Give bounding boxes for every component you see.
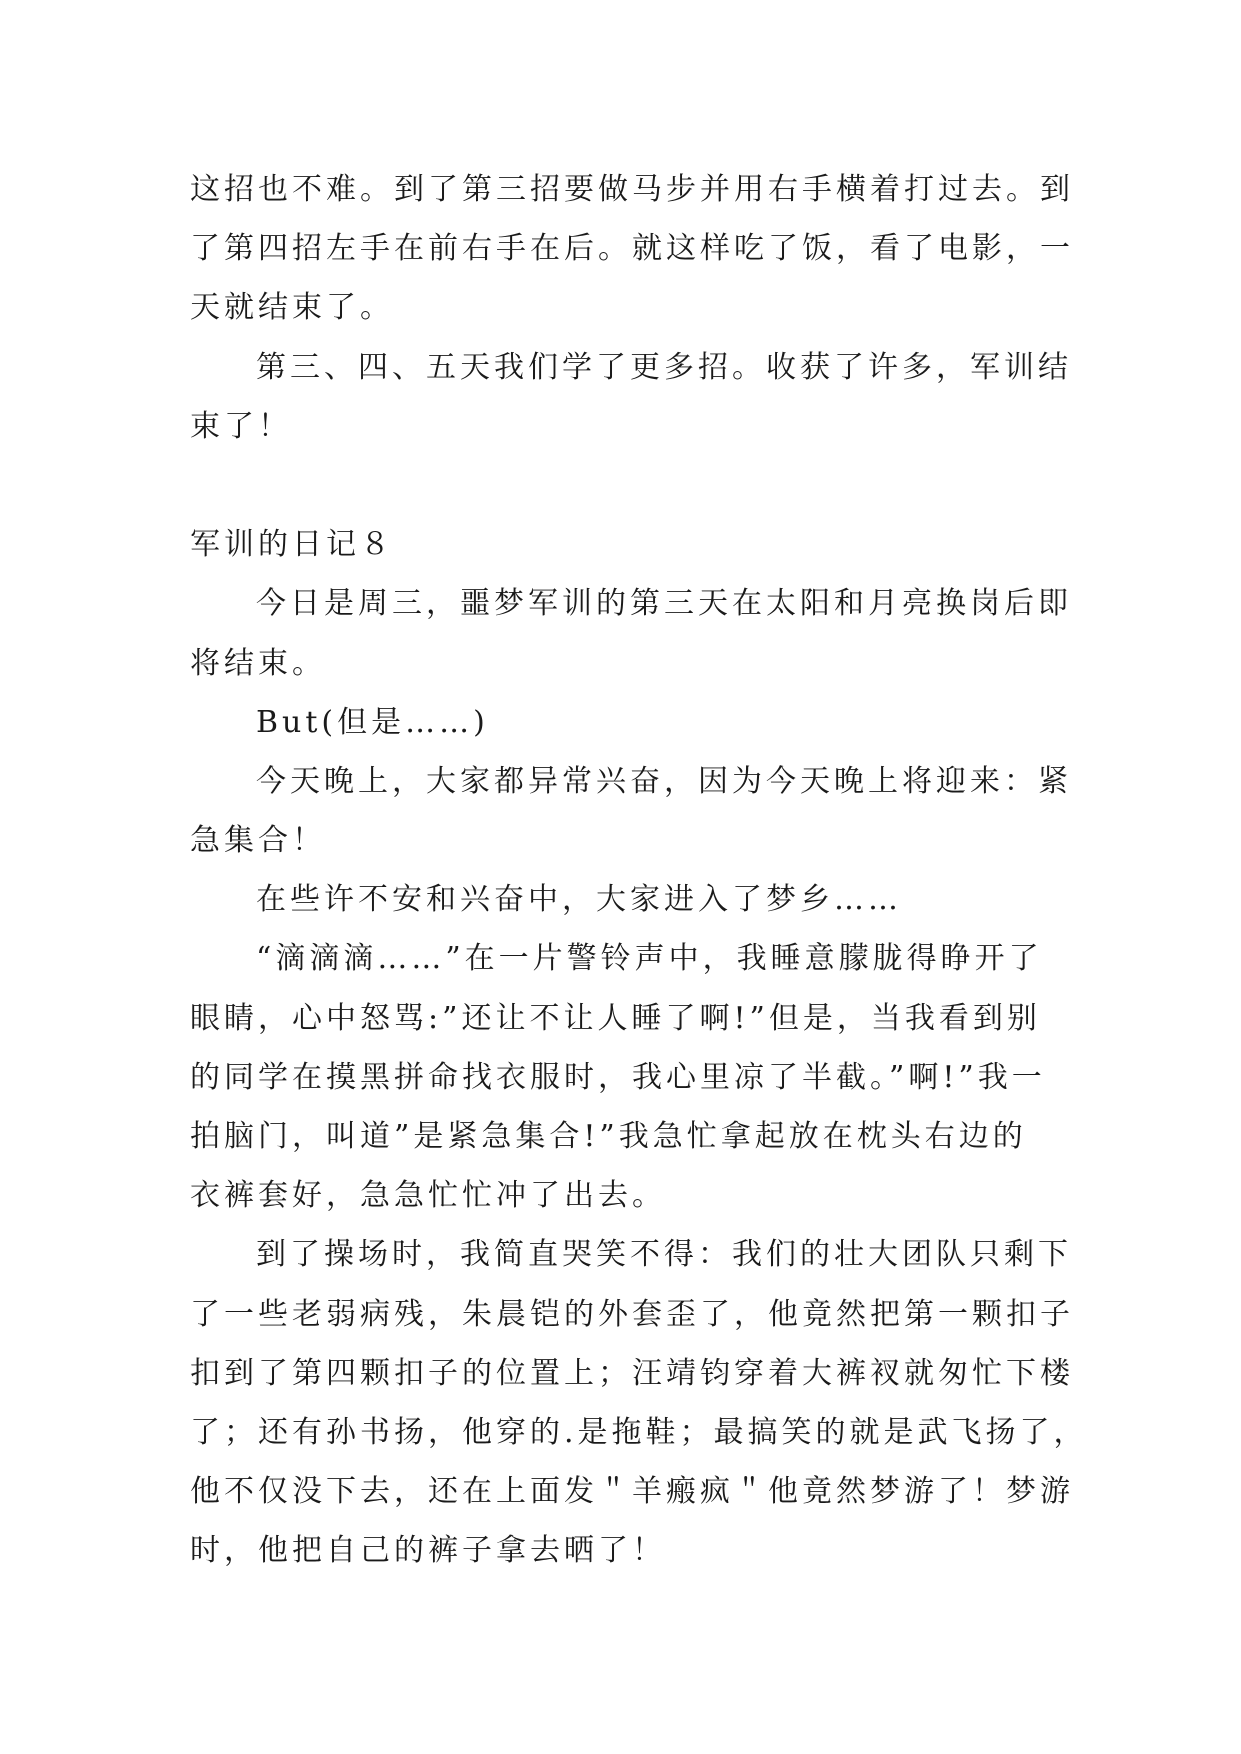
paragraph-line: 时，他把自己的裤子拿去晒了！ — [190, 1533, 666, 1569]
paragraph-line: 了第四招左手在前右手在后。就这样吃了饭，看了电影，一 — [190, 231, 1074, 267]
paragraph-line: 第三、四、五天我们学了更多招。收获了许多，军训结 — [256, 349, 1072, 385]
paragraph-line: 到了操场时，我简直哭笑不得：我们的壮大团队只剩下 — [256, 1237, 1072, 1273]
paragraph-line: 了；还有孙书扬，他穿的.是拖鞋；最搞笑的就是武飞扬了， — [190, 1414, 1088, 1450]
paragraph-gap — [190, 456, 1052, 515]
paragraph-line: 在些许不安和兴奋中，大家进入了梦乡…… — [256, 882, 902, 918]
document-body — [190, 160, 1088, 1581]
paragraph-line: 今日是周三，噩梦军训的第三天在太阳和月亮换岗后即 — [256, 586, 1072, 622]
paragraph-line: 天就结束了。 — [190, 290, 394, 326]
section-heading: 军训的日记８ — [190, 527, 394, 563]
paragraph-line: 拍脑门，叫道”是紧急集合!”我急忙拿起放在枕头右边的 — [190, 1119, 1027, 1154]
paragraph-line: 束了！ — [190, 408, 292, 444]
paragraph-line: But(但是……) — [256, 704, 489, 740]
paragraph-line: 衣裤套好，急急忙忙冲了出去。 — [190, 1178, 666, 1214]
paragraph-line: 的同学在摸黑拼命找衣服时，我心里凉了半截。”啊!”我一 — [190, 1059, 1046, 1095]
paragraph-line: 急集合！ — [190, 823, 326, 859]
paragraph-line: 将结束。 — [190, 645, 326, 681]
paragraph-line: “滴滴滴……”在一片警铃声中，我睡意朦胧得睁开了 — [256, 941, 1043, 977]
paragraph-line: 了一些老弱病残，朱晨铠的外套歪了，他竟然把第一颗扣子 — [190, 1296, 1074, 1332]
paragraph-line: 扣到了第四颗扣子的位置上；汪靖钧穿着大裤衩就匆忙下楼 — [190, 1355, 1074, 1391]
paragraph-line: 他不仅没下去，还在上面发＂羊瘢疯＂他竟然梦游了！梦游 — [190, 1474, 1074, 1510]
paragraph-line: 眼睛，心中怒骂:”还让不让人睡了啊!”但是，当我看到别 — [190, 1000, 1041, 1036]
paragraph-line: 今天晚上，大家都异常兴奋，因为今天晚上将迎来：紧 — [256, 763, 1072, 799]
paragraph-line: 这招也不难。到了第三招要做马步并用右手横着打过去。到 — [190, 172, 1074, 207]
